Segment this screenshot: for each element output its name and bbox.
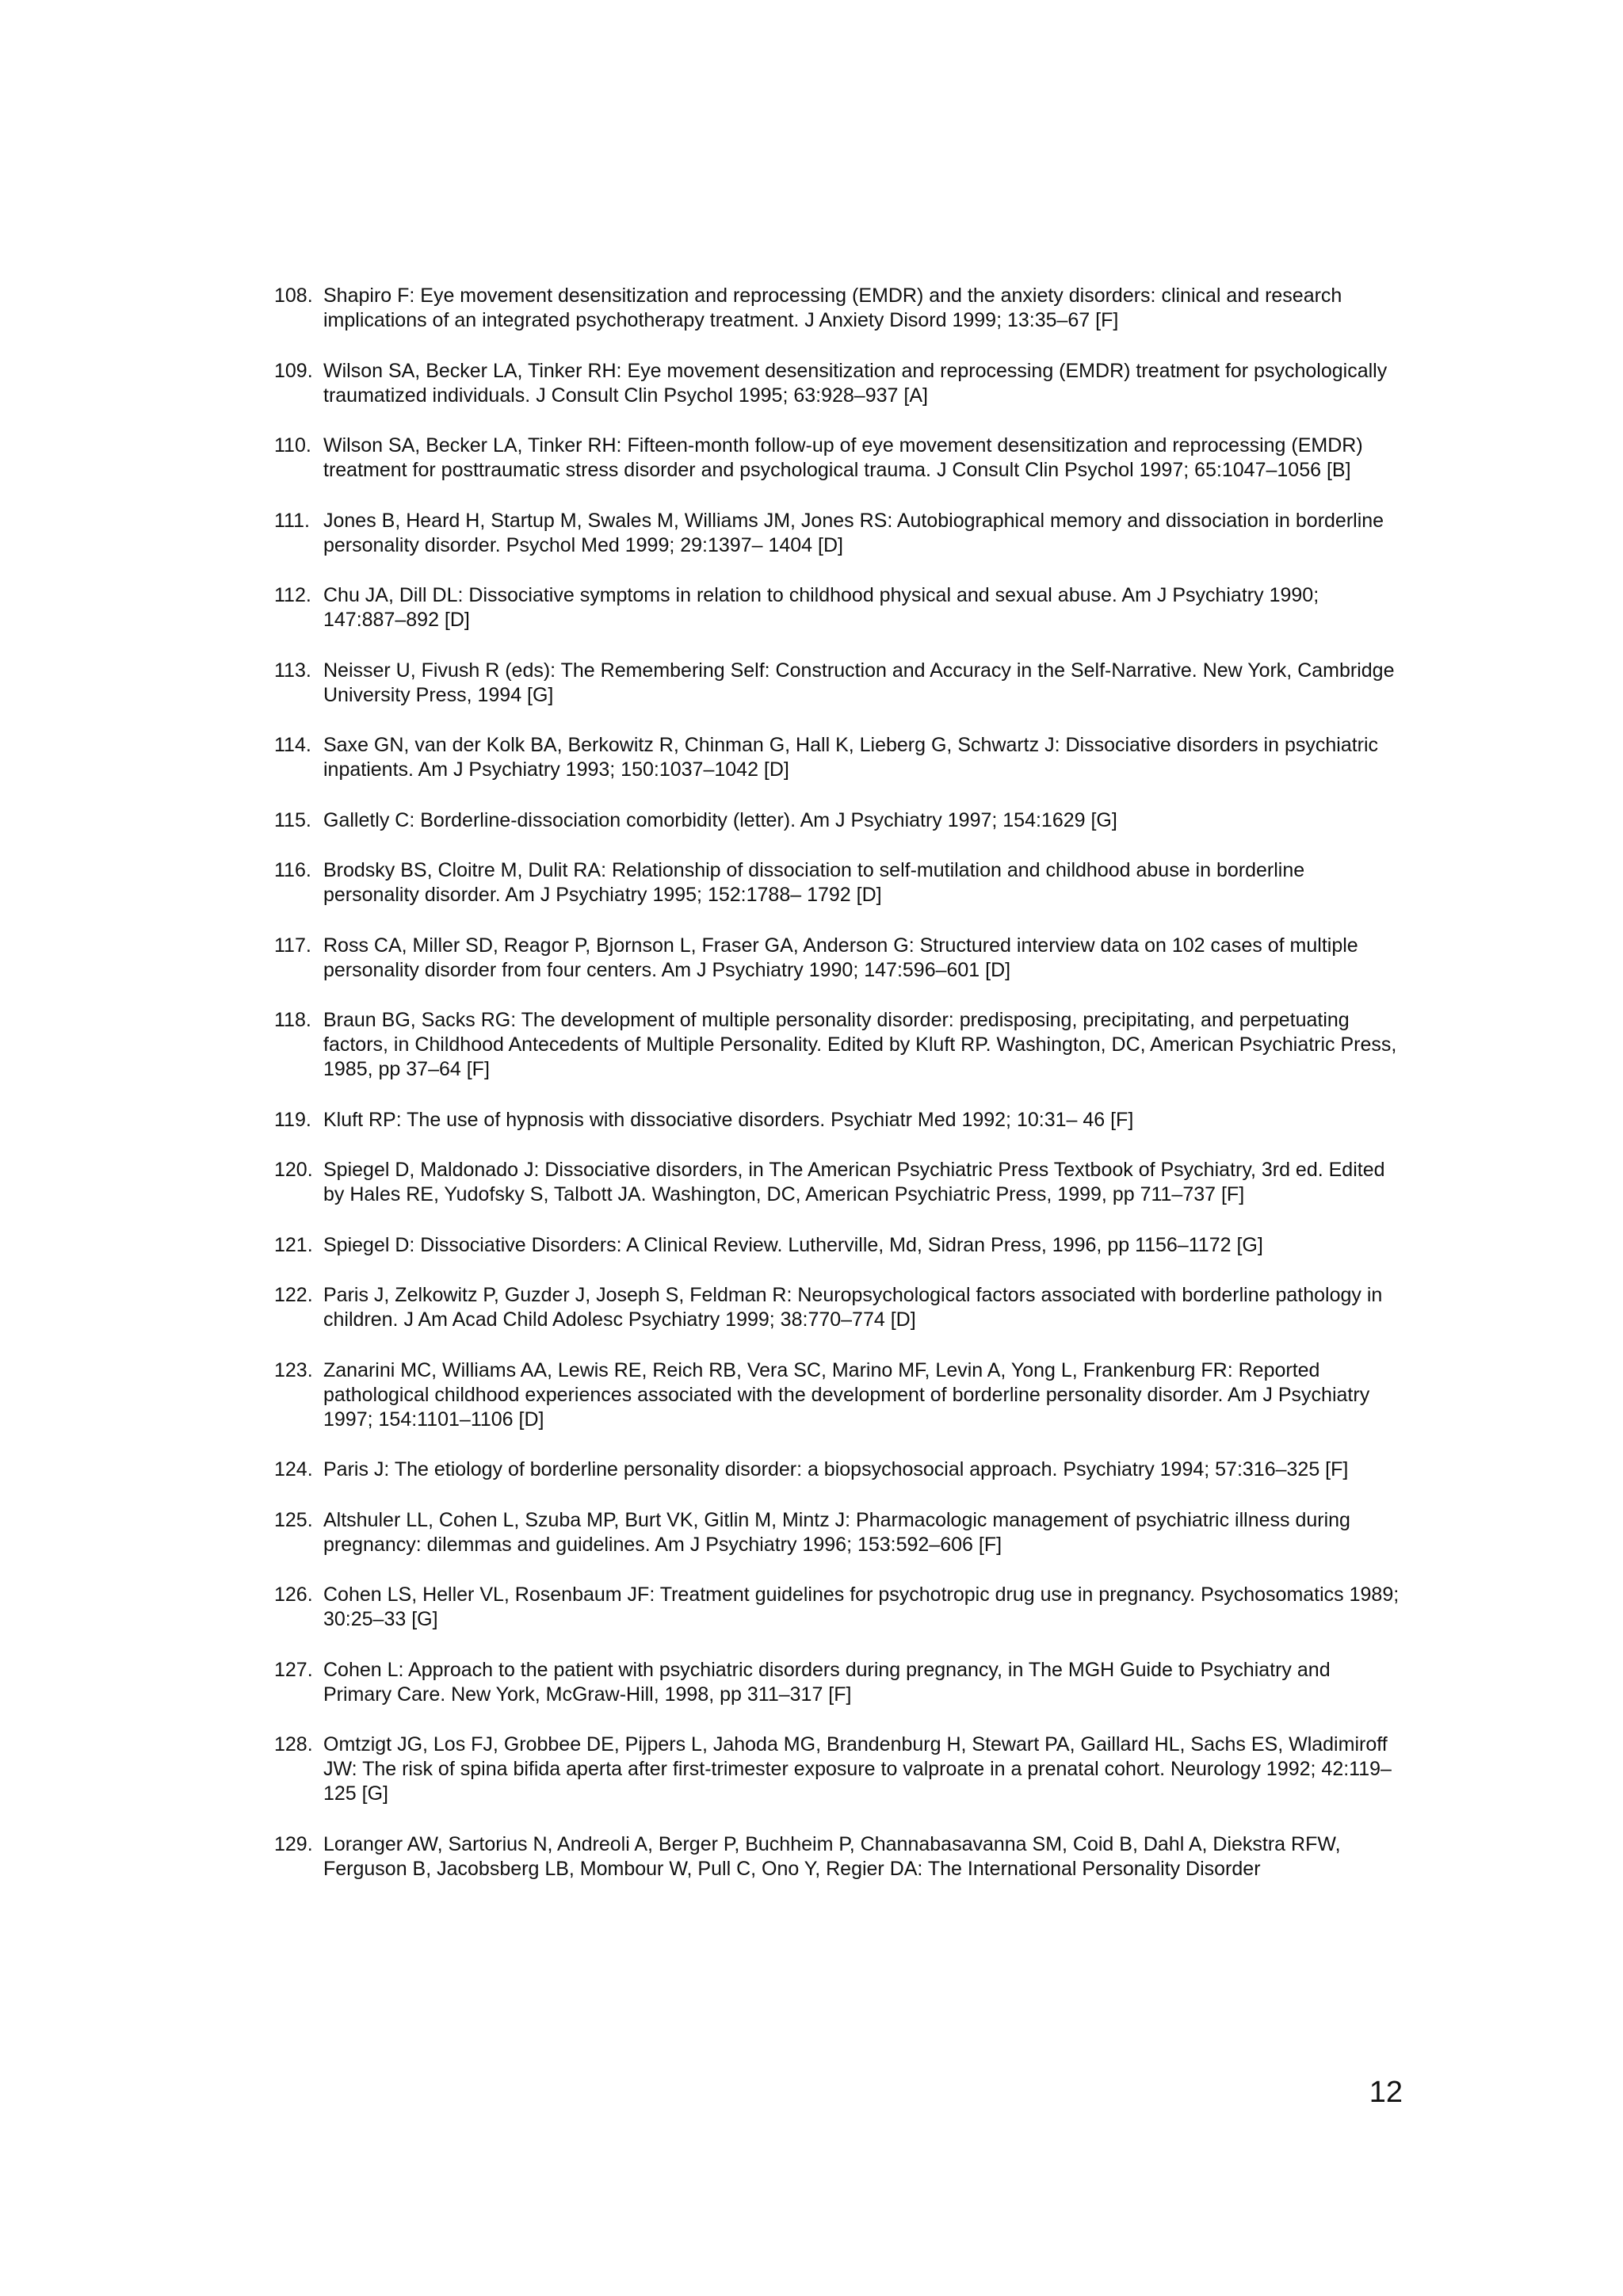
reference-text: Paris J: The etiology of borderline personality disorder: a biopsychosocial approach. Psychiatry 1994; 57:316–325 [F] (323, 1458, 1349, 1480)
reference-number: 124. (274, 1458, 313, 1480)
reference-number: 109. (274, 359, 313, 382)
reference-number: 112. (274, 584, 311, 606)
reference-item (274, 808, 1400, 833)
reference-text: Shapiro F: Eye movement desensitization and reprocessing (EMDR) and the anxiety disorders: clinical and research implications of an integrated psychotherapy treatment. J Anxiety Disord 1999; 13:35–67 [F] (323, 285, 1342, 331)
reference-item (274, 934, 1400, 983)
reference-text: Neisser U, Fivush R (eds): The Remembering Self: Construction and Accuracy in the Self-Narrative. New York, Cambridge University Press, 1994 [G] (323, 659, 1395, 706)
reference-item (274, 1832, 1400, 1881)
reference-number: 111. (274, 509, 310, 532)
reference-number: 122. (274, 1284, 313, 1306)
reference-text: Cohen L: Approach to the patient with psychiatric disorders during pregnancy, in The MGH Guide to Psychiatry and Primary Care. New York, McGraw-Hill, 1998, pp 311–317 [F] (323, 1658, 1331, 1706)
reference-item (274, 1733, 1400, 1806)
reference-text: Galletly C: Borderline-dissociation comorbidity (letter). Am J Psychiatry 1997; 154:1629 [G] (323, 808, 1117, 831)
reference-item (274, 583, 1400, 632)
reference-text: Spiegel D: Dissociative Disorders: A Clinical Review. Lutherville, Md, Sidran Press, 1996, pp 1156–1172 [G] (323, 1233, 1263, 1256)
reference-item (274, 659, 1400, 708)
reference-item (274, 1658, 1400, 1707)
reference-text: Braun BG, Sacks RG: The development of multiple personality disorder: predisposing, precipitating, and perpetuating factors, in Childhood Antecedents of Multiple Personality. Edited by Kluft RP. Washington, DC, American Psychiatric Press, 1985, pp 37–64 [F] (323, 1009, 1397, 1080)
reference-number: 110. (274, 434, 311, 457)
reference-number: 117. (274, 934, 311, 957)
reference-number: 119. (274, 1108, 311, 1131)
reference-item (274, 1358, 1400, 1432)
reference-text: Chu JA, Dill DL: Dissociative symptoms in relation to childhood physical and sexual abuse. Am J Psychiatry 1990; 147:887–892 [D] (323, 584, 1319, 631)
reference-item (274, 434, 1400, 483)
reference-text: Ross CA, Miller SD, Reagor P, Bjornson L, Fraser GA, Anderson G: Structured interview data on 102 cases of multiple personality disorder from four centers. Am J Psychiatry 1990; 147:596–601 [D] (323, 934, 1358, 981)
reference-text: Wilson SA, Becker LA, Tinker RH: Eye movement desensitization and reprocessing (EMDR) treatment for psychologically traumatized individuals. J Consult Clin Psychol 1995; 63:928–937 [A] (323, 359, 1388, 407)
reference-number: 121. (274, 1233, 313, 1256)
reference-text: Cohen LS, Heller VL, Rosenbaum JF: Treatment guidelines for psychotropic drug use in pregnancy. Psychosomatics 1989; 30:25–33 [G] (323, 1584, 1400, 1630)
reference-item (274, 733, 1400, 782)
reference-text: Omtzigt JG, Los FJ, Grobbee DE, Pijpers L, Jahoda MG, Brandenburg H, Stewart PA, Gaillard HL, Sachs ES, Wladimiroff JW: The risk of spina bifida aperta after first-trimester exposure to valproate in a prenatal cohort. Neurology 1992; 42:119–125 [G] (323, 1733, 1392, 1805)
reference-text: Saxe GN, van der Kolk BA, Berkowitz R, Chinman G, Hall K, Lieberg G, Schwartz J: Dissociative disorders in psychiatric inpatients. Am J Psychiatry 1993; 150:1037–1042 [D] (323, 734, 1379, 781)
reference-item (274, 858, 1400, 907)
reference-number: 115. (274, 808, 311, 831)
reference-number: 116. (274, 859, 311, 881)
reference-item (274, 1158, 1400, 1207)
reference-item (274, 509, 1400, 558)
reference-item (274, 1108, 1400, 1133)
reference-text: Brodsky BS, Cloitre M, Dulit RA: Relationship of dissociation to self-mutilation and childhood abuse in borderline personality disorder. Am J Psychiatry 1995; 152:1788– 1792 [D] (323, 859, 1305, 906)
reference-number: 127. (274, 1658, 313, 1681)
reference-text: Loranger AW, Sartorius N, Andreoli A, Berger P, Buchheim P, Channabasavanna SM, Coid B, Dahl A, Diekstra RFW, Ferguson B, Jacobsberg LB, Mombour W, Pull C, Ono Y, Regier DA: The International Personality Disorder (323, 1832, 1341, 1880)
reference-item (274, 1508, 1400, 1557)
reference-number: 126. (274, 1584, 313, 1606)
reference-text: Wilson SA, Becker LA, Tinker RH: Fifteen-month follow-up of eye movement desensitization and reprocessing (EMDR) treatment for posttraumatic stress disorder and psychological trauma. J Consult Clin Psychol 1997; 65:1047–1056 [B] (323, 434, 1363, 481)
reference-item (274, 1008, 1400, 1082)
reference-item (274, 1583, 1400, 1632)
reference-number: 128. (274, 1733, 313, 1755)
reference-number: 129. (274, 1832, 313, 1855)
reference-item (274, 1283, 1400, 1332)
reference-number: 114. (274, 734, 311, 756)
reference-number: 123. (274, 1358, 313, 1381)
reference-text: Paris J, Zelkowitz P, Guzder J, Joseph S, Feldman R: Neuropsychological factors associated with borderline pathology in children. J Am Acad Child Adolesc Psychiatry 1999; 38:770–774 [D] (323, 1284, 1383, 1331)
reference-item (274, 284, 1400, 333)
page-number: 12 (1369, 2076, 1403, 2109)
reference-text: Zanarini MC, Williams AA, Lewis RE, Reich RB, Vera SC, Marino MF, Levin A, Yong L, Frankenburg FR: Reported pathological childhood experiences associated with the development of borderline personality disorder. Am J Psychiatry 1997; 154:1101–1106 [D] (323, 1358, 1370, 1431)
reference-number: 108. (274, 285, 313, 307)
reference-text: Altshuler LL, Cohen L, Szuba MP, Burt VK, Gitlin M, Mintz J: Pharmacologic management of psychiatric illness during pregnancy: dilemmas and guidelines. Am J Psychiatry 1996; 153:592–606 [F] (323, 1508, 1350, 1556)
reference-number: 120. (274, 1159, 313, 1181)
reference-number: 113. (274, 659, 311, 682)
reference-number: 118. (274, 1009, 311, 1031)
reference-number: 125. (274, 1508, 313, 1531)
reference-text: Kluft RP: The use of hypnosis with dissociative disorders. Psychiatr Med 1992; 10:31– 46 [F] (323, 1108, 1134, 1131)
reference-item (274, 1457, 1400, 1482)
reference-item (274, 1233, 1400, 1258)
reference-text: Jones B, Heard H, Startup M, Swales M, Williams JM, Jones RS: Autobiographical memory and dissociation in borderline personality disorder. Psychol Med 1999; 29:1397– 1404 [D] (323, 509, 1384, 556)
reference-item (274, 359, 1400, 408)
reference-list (274, 284, 1400, 1907)
reference-text: Spiegel D, Maldonado J: Dissociative disorders, in The American Psychiatric Press Textbook of Psychiatry, 3rd ed. Edited by Hales RE, Yudofsky S, Talbott JA. Washington, DC, American Psychiatric Press, 1999, pp 711–737 [F] (323, 1159, 1385, 1205)
